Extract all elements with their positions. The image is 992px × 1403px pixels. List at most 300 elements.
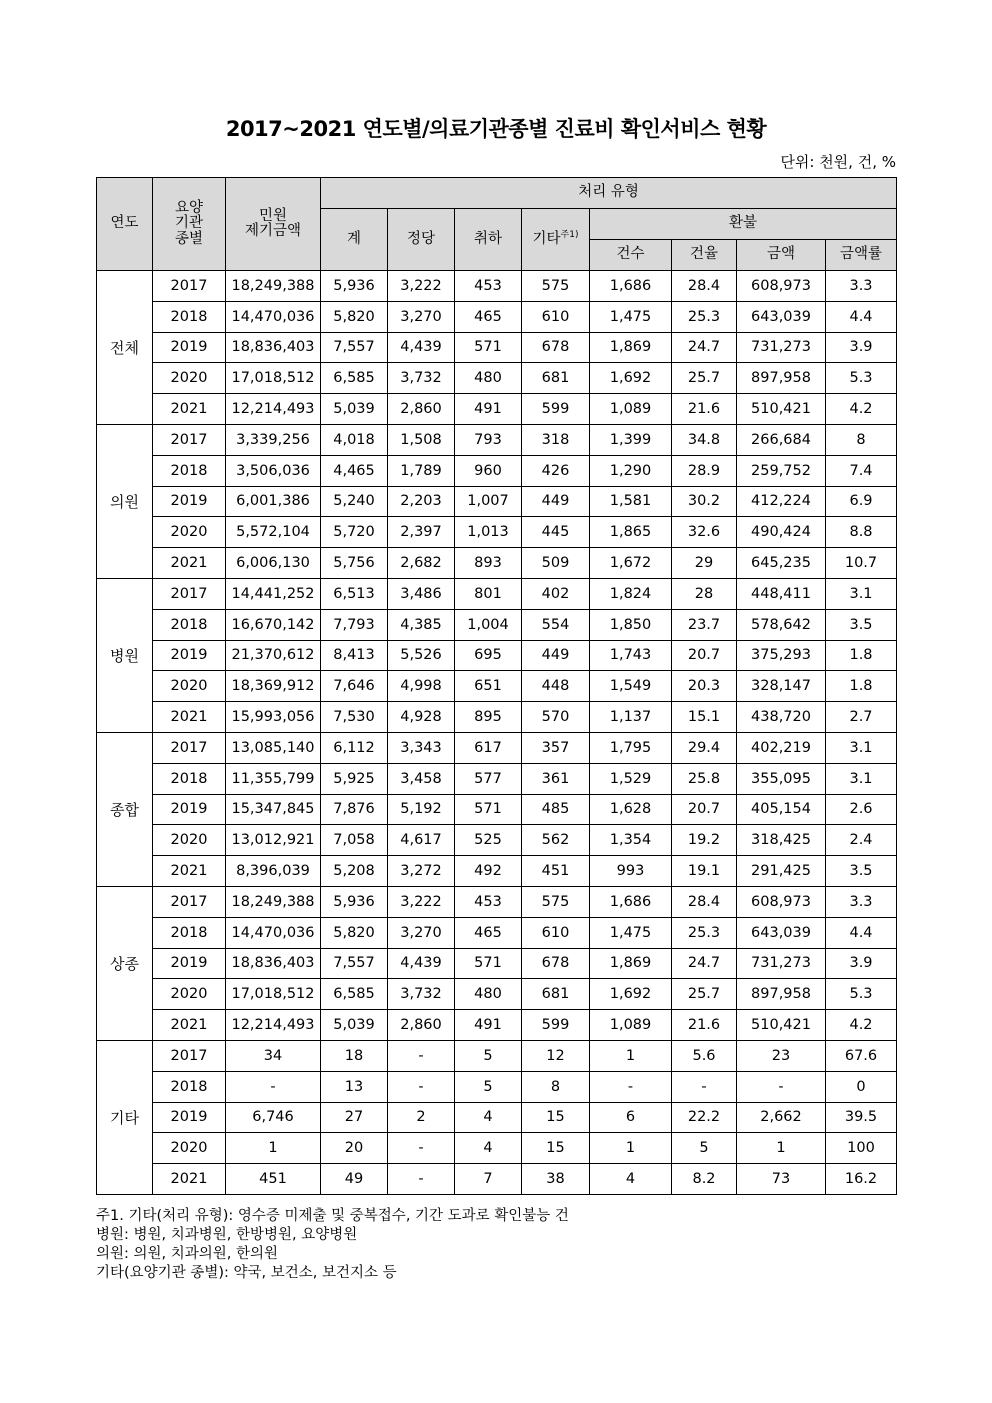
table-cell: 571 bbox=[455, 948, 522, 979]
table-cell: 8 bbox=[522, 1071, 590, 1102]
table-cell: 3,270 bbox=[388, 917, 455, 948]
table-cell: 5,192 bbox=[388, 794, 455, 825]
table-cell: - bbox=[672, 1071, 737, 1102]
table-cell: 2,397 bbox=[388, 517, 455, 548]
unit-label: 단위: 천원, 건, % bbox=[780, 153, 896, 171]
table-cell: 20.7 bbox=[672, 640, 737, 671]
table-cell: 2021 bbox=[153, 1010, 226, 1041]
table-cell: 7.4 bbox=[826, 455, 897, 486]
table-cell: 13,012,921 bbox=[226, 825, 321, 856]
table-cell: 29.4 bbox=[672, 732, 737, 763]
table-row bbox=[97, 394, 897, 425]
table-cell: 1,789 bbox=[388, 455, 455, 486]
table-cell: 1,672 bbox=[590, 548, 672, 579]
page-title: 2017~2021 연도별/의료기관종별 진료비 확인서비스 현황 bbox=[225, 117, 767, 141]
header-withdrawn: 취하 bbox=[455, 209, 522, 271]
table-cell: 39.5 bbox=[826, 1102, 897, 1133]
table-cell: 1,013 bbox=[455, 517, 522, 548]
table-cell: 5,756 bbox=[321, 548, 388, 579]
table-cell: 5.3 bbox=[826, 979, 897, 1010]
table-cell: 480 bbox=[455, 363, 522, 394]
table-cell: 2.4 bbox=[826, 825, 897, 856]
table-cell: 695 bbox=[455, 640, 522, 671]
table-cell: 3.1 bbox=[826, 763, 897, 794]
table-cell: 7,557 bbox=[321, 948, 388, 979]
table-cell: 1,869 bbox=[590, 948, 672, 979]
table-cell: 731,273 bbox=[737, 332, 826, 363]
table-cell: 448,411 bbox=[737, 578, 826, 609]
table-cell: 1,475 bbox=[590, 301, 672, 332]
table-cell: 3,339,256 bbox=[226, 424, 321, 455]
table-cell: 731,273 bbox=[737, 948, 826, 979]
table-cell: 23 bbox=[737, 1040, 826, 1071]
table-cell: 2,860 bbox=[388, 394, 455, 425]
table-cell: 34 bbox=[226, 1040, 321, 1071]
table-cell: 1,686 bbox=[590, 271, 672, 302]
table-cell: - bbox=[388, 1133, 455, 1164]
footnote-marker: 주1) bbox=[560, 230, 579, 241]
table-cell: 562 bbox=[522, 825, 590, 856]
table-cell: 1,089 bbox=[590, 1010, 672, 1041]
table-cell: 1.8 bbox=[826, 671, 897, 702]
table-cell: 6,746 bbox=[226, 1102, 321, 1133]
table-cell: 3,732 bbox=[388, 363, 455, 394]
table-cell: 4,998 bbox=[388, 671, 455, 702]
table-cell: 2018 bbox=[153, 301, 226, 332]
table-cell: 5 bbox=[455, 1040, 522, 1071]
table-cell: 29 bbox=[672, 548, 737, 579]
table-row bbox=[97, 763, 897, 794]
table-cell: 2017 bbox=[153, 732, 226, 763]
table-cell: 643,039 bbox=[737, 301, 826, 332]
table-cell: 1,508 bbox=[388, 424, 455, 455]
table-cell: 21,370,612 bbox=[226, 640, 321, 671]
table-cell: 2,682 bbox=[388, 548, 455, 579]
table-cell: 15 bbox=[522, 1102, 590, 1133]
table-cell: 4,465 bbox=[321, 455, 388, 486]
table-row bbox=[97, 948, 897, 979]
table-cell: 25.3 bbox=[672, 301, 737, 332]
table-cell: 4 bbox=[455, 1133, 522, 1164]
table-cell: 4.2 bbox=[826, 394, 897, 425]
table-cell: 18,836,403 bbox=[226, 332, 321, 363]
table-cell: 32.6 bbox=[672, 517, 737, 548]
table-cell: 1,399 bbox=[590, 424, 672, 455]
table-row bbox=[97, 424, 897, 455]
table-row bbox=[97, 486, 897, 517]
table-cell: 15.1 bbox=[672, 702, 737, 733]
table-cell: 893 bbox=[455, 548, 522, 579]
table-cell: 1,290 bbox=[590, 455, 672, 486]
table-cell: 328,147 bbox=[737, 671, 826, 702]
table-cell: 2021 bbox=[153, 702, 226, 733]
table-cell: 510,421 bbox=[737, 394, 826, 425]
table-cell: 3.1 bbox=[826, 578, 897, 609]
table-cell: 2019 bbox=[153, 640, 226, 671]
table-cell: 25.7 bbox=[672, 363, 737, 394]
table-cell: 16,670,142 bbox=[226, 609, 321, 640]
table-cell: 10.7 bbox=[826, 548, 897, 579]
table-cell: 1,686 bbox=[590, 886, 672, 917]
table-row bbox=[97, 917, 897, 948]
table-cell: 1,869 bbox=[590, 332, 672, 363]
table-cell: 4,018 bbox=[321, 424, 388, 455]
table-cell: 491 bbox=[455, 1010, 522, 1041]
table-row bbox=[97, 1071, 897, 1102]
table-cell: 2017 bbox=[153, 271, 226, 302]
table-cell: 28.4 bbox=[672, 886, 737, 917]
table-cell: 599 bbox=[522, 394, 590, 425]
table-cell: 438,720 bbox=[737, 702, 826, 733]
table-cell: 3.1 bbox=[826, 732, 897, 763]
table-cell: 11,355,799 bbox=[226, 763, 321, 794]
table-cell: 3,272 bbox=[388, 856, 455, 887]
table-cell: 2020 bbox=[153, 671, 226, 702]
table-cell: 2.7 bbox=[826, 702, 897, 733]
table-cell: 445 bbox=[522, 517, 590, 548]
table-cell: 291,425 bbox=[737, 856, 826, 887]
table-cell: 643,039 bbox=[737, 917, 826, 948]
table-cell: 6 bbox=[590, 1102, 672, 1133]
table-cell: 15,347,845 bbox=[226, 794, 321, 825]
table-cell: 678 bbox=[522, 332, 590, 363]
table-cell: 318 bbox=[522, 424, 590, 455]
table-cell: 651 bbox=[455, 671, 522, 702]
table-cell: 100 bbox=[826, 1133, 897, 1164]
table-cell: 1,137 bbox=[590, 702, 672, 733]
table-cell: 412,224 bbox=[737, 486, 826, 517]
header-other-label: 기타 bbox=[532, 231, 561, 248]
table-row bbox=[97, 301, 897, 332]
table-cell: 7,058 bbox=[321, 825, 388, 856]
header-processing-type: 처리 유형 bbox=[321, 178, 897, 209]
table-cell: 3,343 bbox=[388, 732, 455, 763]
table-cell: 361 bbox=[522, 763, 590, 794]
table-cell: 2019 bbox=[153, 332, 226, 363]
table-row bbox=[97, 517, 897, 548]
table-cell: 13,085,140 bbox=[226, 732, 321, 763]
table-cell: 960 bbox=[455, 455, 522, 486]
table-row bbox=[97, 732, 897, 763]
table-cell: 5,820 bbox=[321, 917, 388, 948]
table-cell: 28.4 bbox=[672, 271, 737, 302]
table-cell: 5,240 bbox=[321, 486, 388, 517]
table-cell: 2018 bbox=[153, 763, 226, 794]
table-cell: 355,095 bbox=[737, 763, 826, 794]
table-cell: 2020 bbox=[153, 979, 226, 1010]
table-cell: 17,018,512 bbox=[226, 979, 321, 1010]
table-cell: 12 bbox=[522, 1040, 590, 1071]
table-cell: 4,439 bbox=[388, 948, 455, 979]
table-cell: 617 bbox=[455, 732, 522, 763]
table-cell: 6,112 bbox=[321, 732, 388, 763]
table-cell: 897,958 bbox=[737, 363, 826, 394]
table-row bbox=[97, 979, 897, 1010]
table-cell: 681 bbox=[522, 979, 590, 1010]
table-cell: 426 bbox=[522, 455, 590, 486]
group-label: 상종 bbox=[97, 886, 153, 1040]
table-cell: - bbox=[388, 1040, 455, 1071]
table-cell: 17,018,512 bbox=[226, 363, 321, 394]
table-row bbox=[97, 1133, 897, 1164]
table-cell: 25.7 bbox=[672, 979, 737, 1010]
table-cell: 2019 bbox=[153, 1102, 226, 1133]
header-total: 계 bbox=[321, 209, 388, 271]
footnote-2: 병원: 병원, 치과병원, 한방병원, 요양병원 bbox=[96, 1227, 358, 1243]
table-cell: 2,662 bbox=[737, 1102, 826, 1133]
header-refund-amount: 금액 bbox=[737, 240, 826, 271]
table-cell: 492 bbox=[455, 856, 522, 887]
table-cell: 4 bbox=[455, 1102, 522, 1133]
table-cell: 27 bbox=[321, 1102, 388, 1133]
table-row bbox=[97, 671, 897, 702]
table-cell: 266,684 bbox=[737, 424, 826, 455]
group-label: 병원 bbox=[97, 578, 153, 732]
table-cell: 571 bbox=[455, 794, 522, 825]
table-cell: 5.6 bbox=[672, 1040, 737, 1071]
table-cell: 22.2 bbox=[672, 1102, 737, 1133]
table-cell: 1,795 bbox=[590, 732, 672, 763]
table-cell: 6,513 bbox=[321, 578, 388, 609]
table-cell: 2019 bbox=[153, 948, 226, 979]
table-cell: 1,628 bbox=[590, 794, 672, 825]
table-cell: 2020 bbox=[153, 517, 226, 548]
table-cell: 2017 bbox=[153, 578, 226, 609]
table-cell: 14,470,036 bbox=[226, 917, 321, 948]
table-row bbox=[97, 548, 897, 579]
table-cell: 5,526 bbox=[388, 640, 455, 671]
header-claim-amount: 민원 제기금액 bbox=[226, 178, 321, 271]
table-cell: 5,820 bbox=[321, 301, 388, 332]
table-cell: 2020 bbox=[153, 363, 226, 394]
table-cell: 6,585 bbox=[321, 979, 388, 1010]
table-cell: 554 bbox=[522, 609, 590, 640]
table-cell: 1,581 bbox=[590, 486, 672, 517]
table-cell: 2020 bbox=[153, 1133, 226, 1164]
table-cell: - bbox=[388, 1164, 455, 1195]
table-cell: 7,530 bbox=[321, 702, 388, 733]
table-row bbox=[97, 578, 897, 609]
table-cell: 18,836,403 bbox=[226, 948, 321, 979]
table-cell: 4,439 bbox=[388, 332, 455, 363]
table-cell: 18,249,388 bbox=[226, 886, 321, 917]
table-row bbox=[97, 825, 897, 856]
table-cell: 21.6 bbox=[672, 394, 737, 425]
table-cell: 405,154 bbox=[737, 794, 826, 825]
table-cell: 1,354 bbox=[590, 825, 672, 856]
header-refund: 환불 bbox=[590, 209, 897, 240]
table-cell: 2 bbox=[388, 1102, 455, 1133]
table-cell: 2,203 bbox=[388, 486, 455, 517]
table-cell: 793 bbox=[455, 424, 522, 455]
table-cell: 25.3 bbox=[672, 917, 737, 948]
table-cell: - bbox=[737, 1071, 826, 1102]
table-cell: 525 bbox=[455, 825, 522, 856]
table-cell: 4.4 bbox=[826, 917, 897, 948]
header-refund-rate: 건율 bbox=[672, 240, 737, 271]
table-cell: 13 bbox=[321, 1071, 388, 1102]
table-cell: 18,249,388 bbox=[226, 271, 321, 302]
table-cell: 571 bbox=[455, 332, 522, 363]
table-cell: 449 bbox=[522, 640, 590, 671]
table-cell: 4 bbox=[590, 1164, 672, 1195]
table-cell: 7 bbox=[455, 1164, 522, 1195]
table-cell: 2017 bbox=[153, 424, 226, 455]
table-cell: 5,720 bbox=[321, 517, 388, 548]
table-cell: 510,421 bbox=[737, 1010, 826, 1041]
table-cell: 18 bbox=[321, 1040, 388, 1071]
header-refund-amount-rate: 금액률 bbox=[826, 240, 897, 271]
table-cell: 1,004 bbox=[455, 609, 522, 640]
table-cell: 453 bbox=[455, 886, 522, 917]
table-cell: 24.7 bbox=[672, 948, 737, 979]
table-cell: 14,470,036 bbox=[226, 301, 321, 332]
table-cell: 3,486 bbox=[388, 578, 455, 609]
table-cell: 1,692 bbox=[590, 979, 672, 1010]
table-cell: 570 bbox=[522, 702, 590, 733]
table-cell: - bbox=[226, 1071, 321, 1102]
table-cell: 24.7 bbox=[672, 332, 737, 363]
table-row bbox=[97, 455, 897, 486]
table-cell: 897,958 bbox=[737, 979, 826, 1010]
table-cell: 448 bbox=[522, 671, 590, 702]
table-cell: 3.3 bbox=[826, 271, 897, 302]
table-row bbox=[97, 363, 897, 394]
table-cell: 3,732 bbox=[388, 979, 455, 1010]
table-cell: 610 bbox=[522, 301, 590, 332]
table-cell: 1.8 bbox=[826, 640, 897, 671]
table-cell: 12,214,493 bbox=[226, 1010, 321, 1041]
table-cell: 73 bbox=[737, 1164, 826, 1195]
table-cell: 12,214,493 bbox=[226, 394, 321, 425]
table-cell: 402 bbox=[522, 578, 590, 609]
table-cell: 575 bbox=[522, 271, 590, 302]
table-cell: 3,222 bbox=[388, 886, 455, 917]
table-cell: 375,293 bbox=[737, 640, 826, 671]
table-cell: 465 bbox=[455, 301, 522, 332]
table-cell: 1,529 bbox=[590, 763, 672, 794]
table-row bbox=[97, 702, 897, 733]
table-cell: 5,208 bbox=[321, 856, 388, 887]
table-cell: 993 bbox=[590, 856, 672, 887]
table-cell: 2021 bbox=[153, 548, 226, 579]
table-cell: 2020 bbox=[153, 825, 226, 856]
table-cell: 1,549 bbox=[590, 671, 672, 702]
table-cell: 7,646 bbox=[321, 671, 388, 702]
table-cell: 3.5 bbox=[826, 856, 897, 887]
table-cell: 2.6 bbox=[826, 794, 897, 825]
table-cell: 3.9 bbox=[826, 332, 897, 363]
table-cell: 449 bbox=[522, 486, 590, 517]
table-cell: 5,925 bbox=[321, 763, 388, 794]
table-row bbox=[97, 886, 897, 917]
table-cell: 2017 bbox=[153, 1040, 226, 1071]
table-cell: 8,413 bbox=[321, 640, 388, 671]
table-cell: 1,007 bbox=[455, 486, 522, 517]
table-cell: 491 bbox=[455, 394, 522, 425]
table-row bbox=[97, 640, 897, 671]
table-cell: 2017 bbox=[153, 886, 226, 917]
header-other bbox=[522, 209, 590, 271]
table-cell: 3,506,036 bbox=[226, 455, 321, 486]
data-table bbox=[96, 177, 897, 1195]
table-cell: 1,850 bbox=[590, 609, 672, 640]
table-cell: 23.7 bbox=[672, 609, 737, 640]
table-cell: 485 bbox=[522, 794, 590, 825]
group-label: 기타 bbox=[97, 1040, 153, 1194]
group-label: 종합 bbox=[97, 732, 153, 886]
table-cell: 28.9 bbox=[672, 455, 737, 486]
table-cell: 4,385 bbox=[388, 609, 455, 640]
table-cell: 19.1 bbox=[672, 856, 737, 887]
table-cell: 895 bbox=[455, 702, 522, 733]
table-row bbox=[97, 794, 897, 825]
table-cell: 5 bbox=[672, 1133, 737, 1164]
table-cell: 465 bbox=[455, 917, 522, 948]
table-cell: 5,572,104 bbox=[226, 517, 321, 548]
table-cell: 4,928 bbox=[388, 702, 455, 733]
table-cell: 645,235 bbox=[737, 548, 826, 579]
table-cell: 451 bbox=[226, 1164, 321, 1195]
table-cell: 1 bbox=[590, 1040, 672, 1071]
table-cell: 3,270 bbox=[388, 301, 455, 332]
table-cell: 2018 bbox=[153, 609, 226, 640]
footnote-4: 기타(요양기관 종별): 약국, 보건소, 보건지소 등 bbox=[96, 1265, 397, 1281]
table-row bbox=[97, 1102, 897, 1133]
table-cell: 4.2 bbox=[826, 1010, 897, 1041]
table-cell: 0 bbox=[826, 1071, 897, 1102]
table-cell: 28 bbox=[672, 578, 737, 609]
table-cell: 15,993,056 bbox=[226, 702, 321, 733]
table-cell: 8.8 bbox=[826, 517, 897, 548]
table-row bbox=[97, 271, 897, 302]
table-cell: 8.2 bbox=[672, 1164, 737, 1195]
table-cell: 608,973 bbox=[737, 886, 826, 917]
group-label: 의원 bbox=[97, 424, 153, 578]
footnotes bbox=[96, 1207, 569, 1283]
footnote-3: 의원: 의원, 치과의원, 한의원 bbox=[96, 1246, 279, 1262]
table-cell: 318,425 bbox=[737, 825, 826, 856]
table-cell: 6,585 bbox=[321, 363, 388, 394]
table-cell: 402,219 bbox=[737, 732, 826, 763]
table-cell: - bbox=[388, 1071, 455, 1102]
table-cell: 6,001,386 bbox=[226, 486, 321, 517]
table-cell: 801 bbox=[455, 578, 522, 609]
table-cell: 38 bbox=[522, 1164, 590, 1195]
table-cell: 5,936 bbox=[321, 886, 388, 917]
table-cell: 6,006,130 bbox=[226, 548, 321, 579]
group-label: 전체 bbox=[97, 271, 153, 425]
table-cell: 2018 bbox=[153, 917, 226, 948]
table-cell: 34.8 bbox=[672, 424, 737, 455]
table-cell: 578,642 bbox=[737, 609, 826, 640]
table-cell: 453 bbox=[455, 271, 522, 302]
table-cell: 7,876 bbox=[321, 794, 388, 825]
table-cell: 3.3 bbox=[826, 886, 897, 917]
table-cell: 18,369,912 bbox=[226, 671, 321, 702]
table-cell: 681 bbox=[522, 363, 590, 394]
table-cell: 480 bbox=[455, 979, 522, 1010]
table-cell: 1 bbox=[737, 1133, 826, 1164]
table-cell: 14,441,252 bbox=[226, 578, 321, 609]
table-cell: 490,424 bbox=[737, 517, 826, 548]
header-justified: 정당 bbox=[388, 209, 455, 271]
table-cell: 6.9 bbox=[826, 486, 897, 517]
table-cell: 3.9 bbox=[826, 948, 897, 979]
table-cell: 1,475 bbox=[590, 917, 672, 948]
footnote-1: 주1. 기타(처리 유형): 영수증 미제출 및 중복접수, 기간 도과로 확인불능 건 bbox=[96, 1208, 569, 1224]
table-cell: 20.3 bbox=[672, 671, 737, 702]
